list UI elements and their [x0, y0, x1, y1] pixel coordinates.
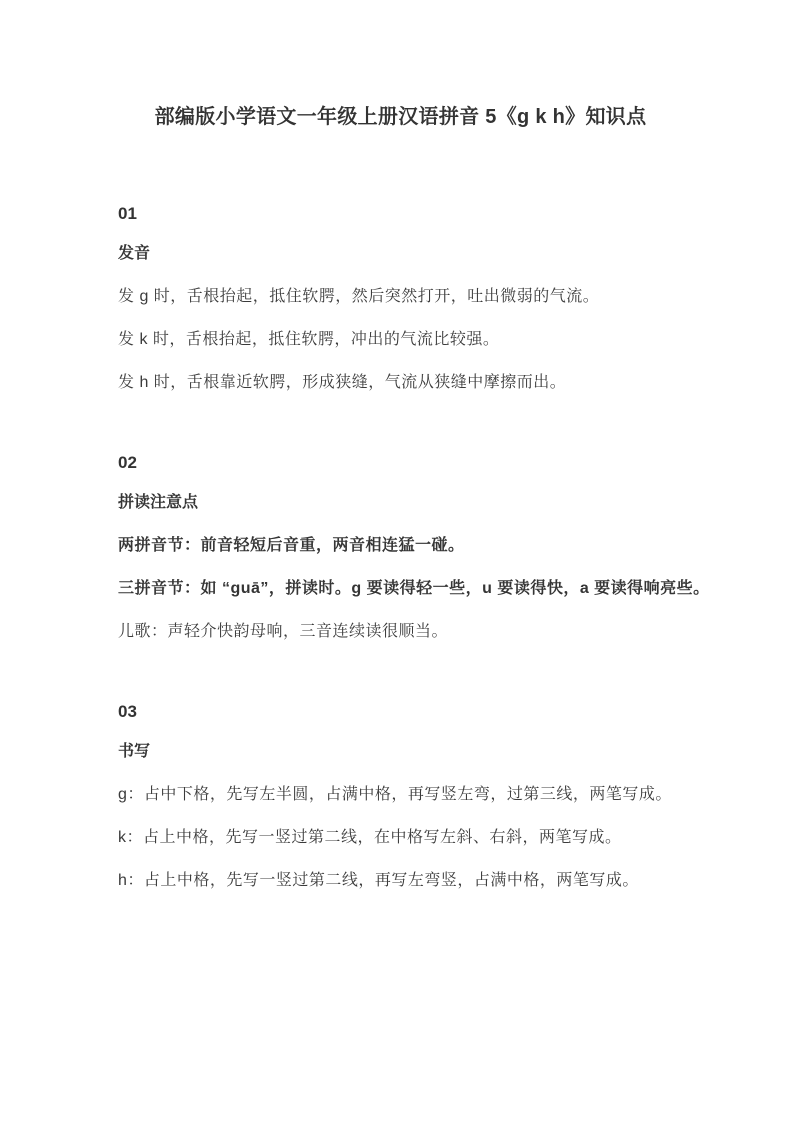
paragraph: g：占中下格，先写左半圆，占满中格，再写竖左弯，过第三线，两笔写成。 — [118, 786, 672, 803]
section-pronunciation — [118, 204, 683, 393]
paragraph: 儿歌：声轻介快韵母响，三音连续读很顺当。 — [118, 623, 449, 640]
paragraph: h：占上中格，先写一竖过第二线，再写左弯竖，占满中格，两笔写成。 — [118, 872, 639, 889]
section-heading: 发音 — [118, 245, 151, 262]
paragraph: 三拼音节：如 “guā”，拼读时。g 要读得轻一些，u 要读得快，a 要读得响亮些。 — [118, 580, 710, 597]
section-number: 01 — [118, 204, 137, 223]
section-number: 02 — [118, 453, 137, 472]
page-title: 部编版小学语文一年级上册汉语拼音 5《g k h》知识点 — [154, 106, 647, 128]
section-number: 03 — [118, 702, 137, 721]
paragraph: 发 k 时，舌根抬起，抵住软腭，冲出的气流比较强。 — [118, 331, 500, 348]
paragraph: k：占上中格，先写一竖过第二线，在中格写左斜、右斜，两笔写成。 — [118, 829, 622, 846]
paragraph: 两拼音节：前音轻短后音重，两音相连猛一碰。 — [118, 537, 465, 554]
section-heading: 拼读注意点 — [118, 494, 199, 511]
section-heading: 书写 — [118, 743, 151, 760]
section-writing — [118, 702, 683, 891]
paragraph: 发 h 时，舌根靠近软腭，形成狭缝，气流从狭缝中摩擦而出。 — [118, 374, 567, 391]
section-spelling-notes — [118, 453, 710, 642]
paragraph: 发 g 时，舌根抬起，抵住软腭，然后突然打开，吐出微弱的气流。 — [118, 288, 600, 305]
